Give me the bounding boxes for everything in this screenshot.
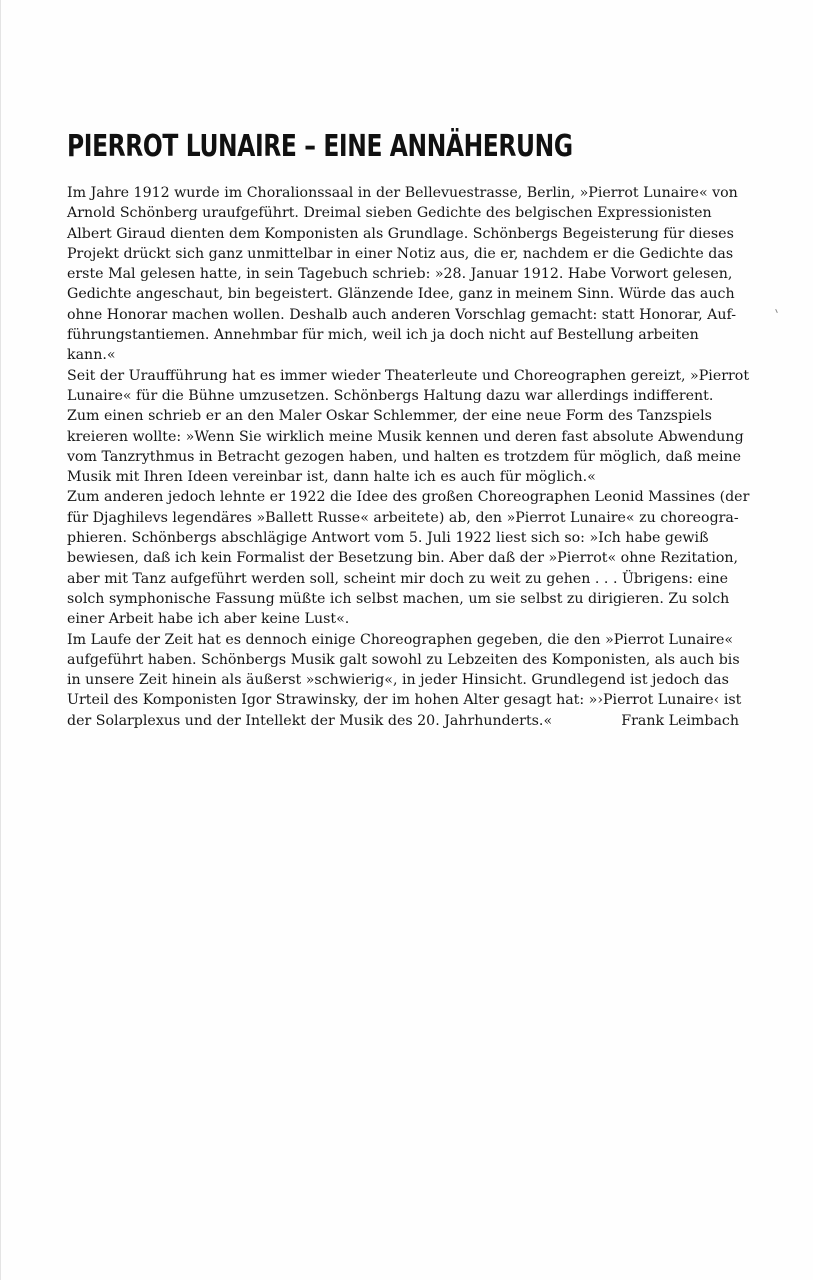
text-line: einer Arbeit habe ich aber keine Lust«. <box>67 611 350 628</box>
text-line: Im Laufe der Zeit hat es dennoch einige Choreographen gegeben, die den »Pierrot Lunaire« <box>67 631 734 648</box>
text-line: vom Tanzrythmus in Betracht gezogen haben, und halten es trotzdem für möglich, daß meine <box>67 448 742 465</box>
closing-line <box>67 711 739 731</box>
text-line: ohne Honorar machen wollen. Deshalb auch anderen Vorschlag gemacht: statt Honorar, Auf- <box>67 306 737 323</box>
text-line: Gedichte angeschaut, bin begeistert. Glänzende Idee, ganz in meinem Sinn. Würde das auch <box>67 286 735 303</box>
text-line: Lunaire« für die Bühne umzusetzen. Schönbergs Haltung dazu war allerdings indifferent. <box>67 387 714 404</box>
text-line: aber mit Tanz aufgeführt werden soll, scheint mir doch zu weit zu gehen . . . Übrigens: eine <box>67 570 728 587</box>
text-line: führungstantiemen. Annehmbar für mich, weil ich ja doch nicht auf Bestellung arbeiten <box>67 327 699 344</box>
text-line: Projekt drückt sich ganz unmittelbar in einer Notiz aus, die er, nachdem er die Gedichte das <box>67 245 734 262</box>
text-line: Seit der Uraufführung hat es immer wieder Theaterleute und Choreographen gereizt, »Pierrot <box>67 367 750 384</box>
text-line: Zum anderen jedoch lehnte er 1922 die Idee des großen Choreographen Leonid Massines (der <box>67 489 750 506</box>
text-line: phieren. Schönbergs abschlägige Antwort vom 5. Juli 1922 liest sich so: »Ich habe gewiß <box>67 530 709 547</box>
paragraph-1 <box>67 183 757 366</box>
paragraph-4 <box>67 630 757 731</box>
text-line: in unsere Zeit hinein als äußerst »schwierig«, in jeder Hinsicht. Grundlegend ist jedoch das <box>67 672 729 689</box>
paragraph-2 <box>67 366 757 488</box>
text-line: Albert Giraud dienten dem Komponisten als Grundlage. Schönbergs Begeisterung für dieses <box>67 225 734 242</box>
text-line: kreieren wollte: »Wenn Sie wirklich meine Musik kennen und deren fast absolute Abwendung <box>67 428 744 445</box>
text-line: kann.« <box>67 347 116 364</box>
text-line: aufgeführt haben. Schönbergs Musik galt sowohl zu Lebzeiten des Komponisten, als auch bis <box>67 651 740 668</box>
text-line: Zum einen schrieb er an den Maler Oskar Schlemmer, der eine neue Form des Tanzspiels <box>67 408 712 425</box>
article-title: PIERROT LUNAIRE – EINE ANNÄHERUNG <box>67 129 573 164</box>
text-line: Musik mit Ihren Ideen vereinbar ist, dann halte ich es auch für möglich.« <box>67 469 596 486</box>
text-line: der Solarplexus und der Intellekt der Musik des 20. Jahrhunderts.« <box>67 712 553 729</box>
text-line: Im Jahre 1912 wurde im Choralionssaal in der Bellevuestrasse, Berlin, »Pierrot Lunaire« von <box>67 185 738 201</box>
author-signature: Frank Leimbach <box>621 712 739 729</box>
article-body <box>67 183 757 731</box>
text-line: bewiesen, daß ich kein Formalist der Besetzung bin. Aber daß der »Pierrot« ohne Rezitation, <box>67 550 739 567</box>
text-line: solch symphonische Fassung müßte ich selbst machen, um sie selbst zu dirigieren. Zu solch <box>67 590 730 607</box>
text-line: Urteil des Komponisten Igor Strawinsky, der im hohen Alter gesagt hat: »›Pierrot Lunaire‹ ist <box>67 692 742 709</box>
paragraph-3 <box>67 487 757 629</box>
text-line: erste Mal gelesen hatte, in sein Tagebuch schrieb: »28. Januar 1912. Habe Vorwort gelesen, <box>67 266 733 283</box>
text-line: für Djaghilevs legendäres »Ballett Russe« arbeitete) ab, den »Pierrot Lunaire« zu choreogra- <box>67 509 739 526</box>
scan-speck <box>775 309 778 313</box>
text-line: Arnold Schönberg uraufgeführt. Dreimal sieben Gedichte des belgischen Expressionisten <box>67 205 712 222</box>
